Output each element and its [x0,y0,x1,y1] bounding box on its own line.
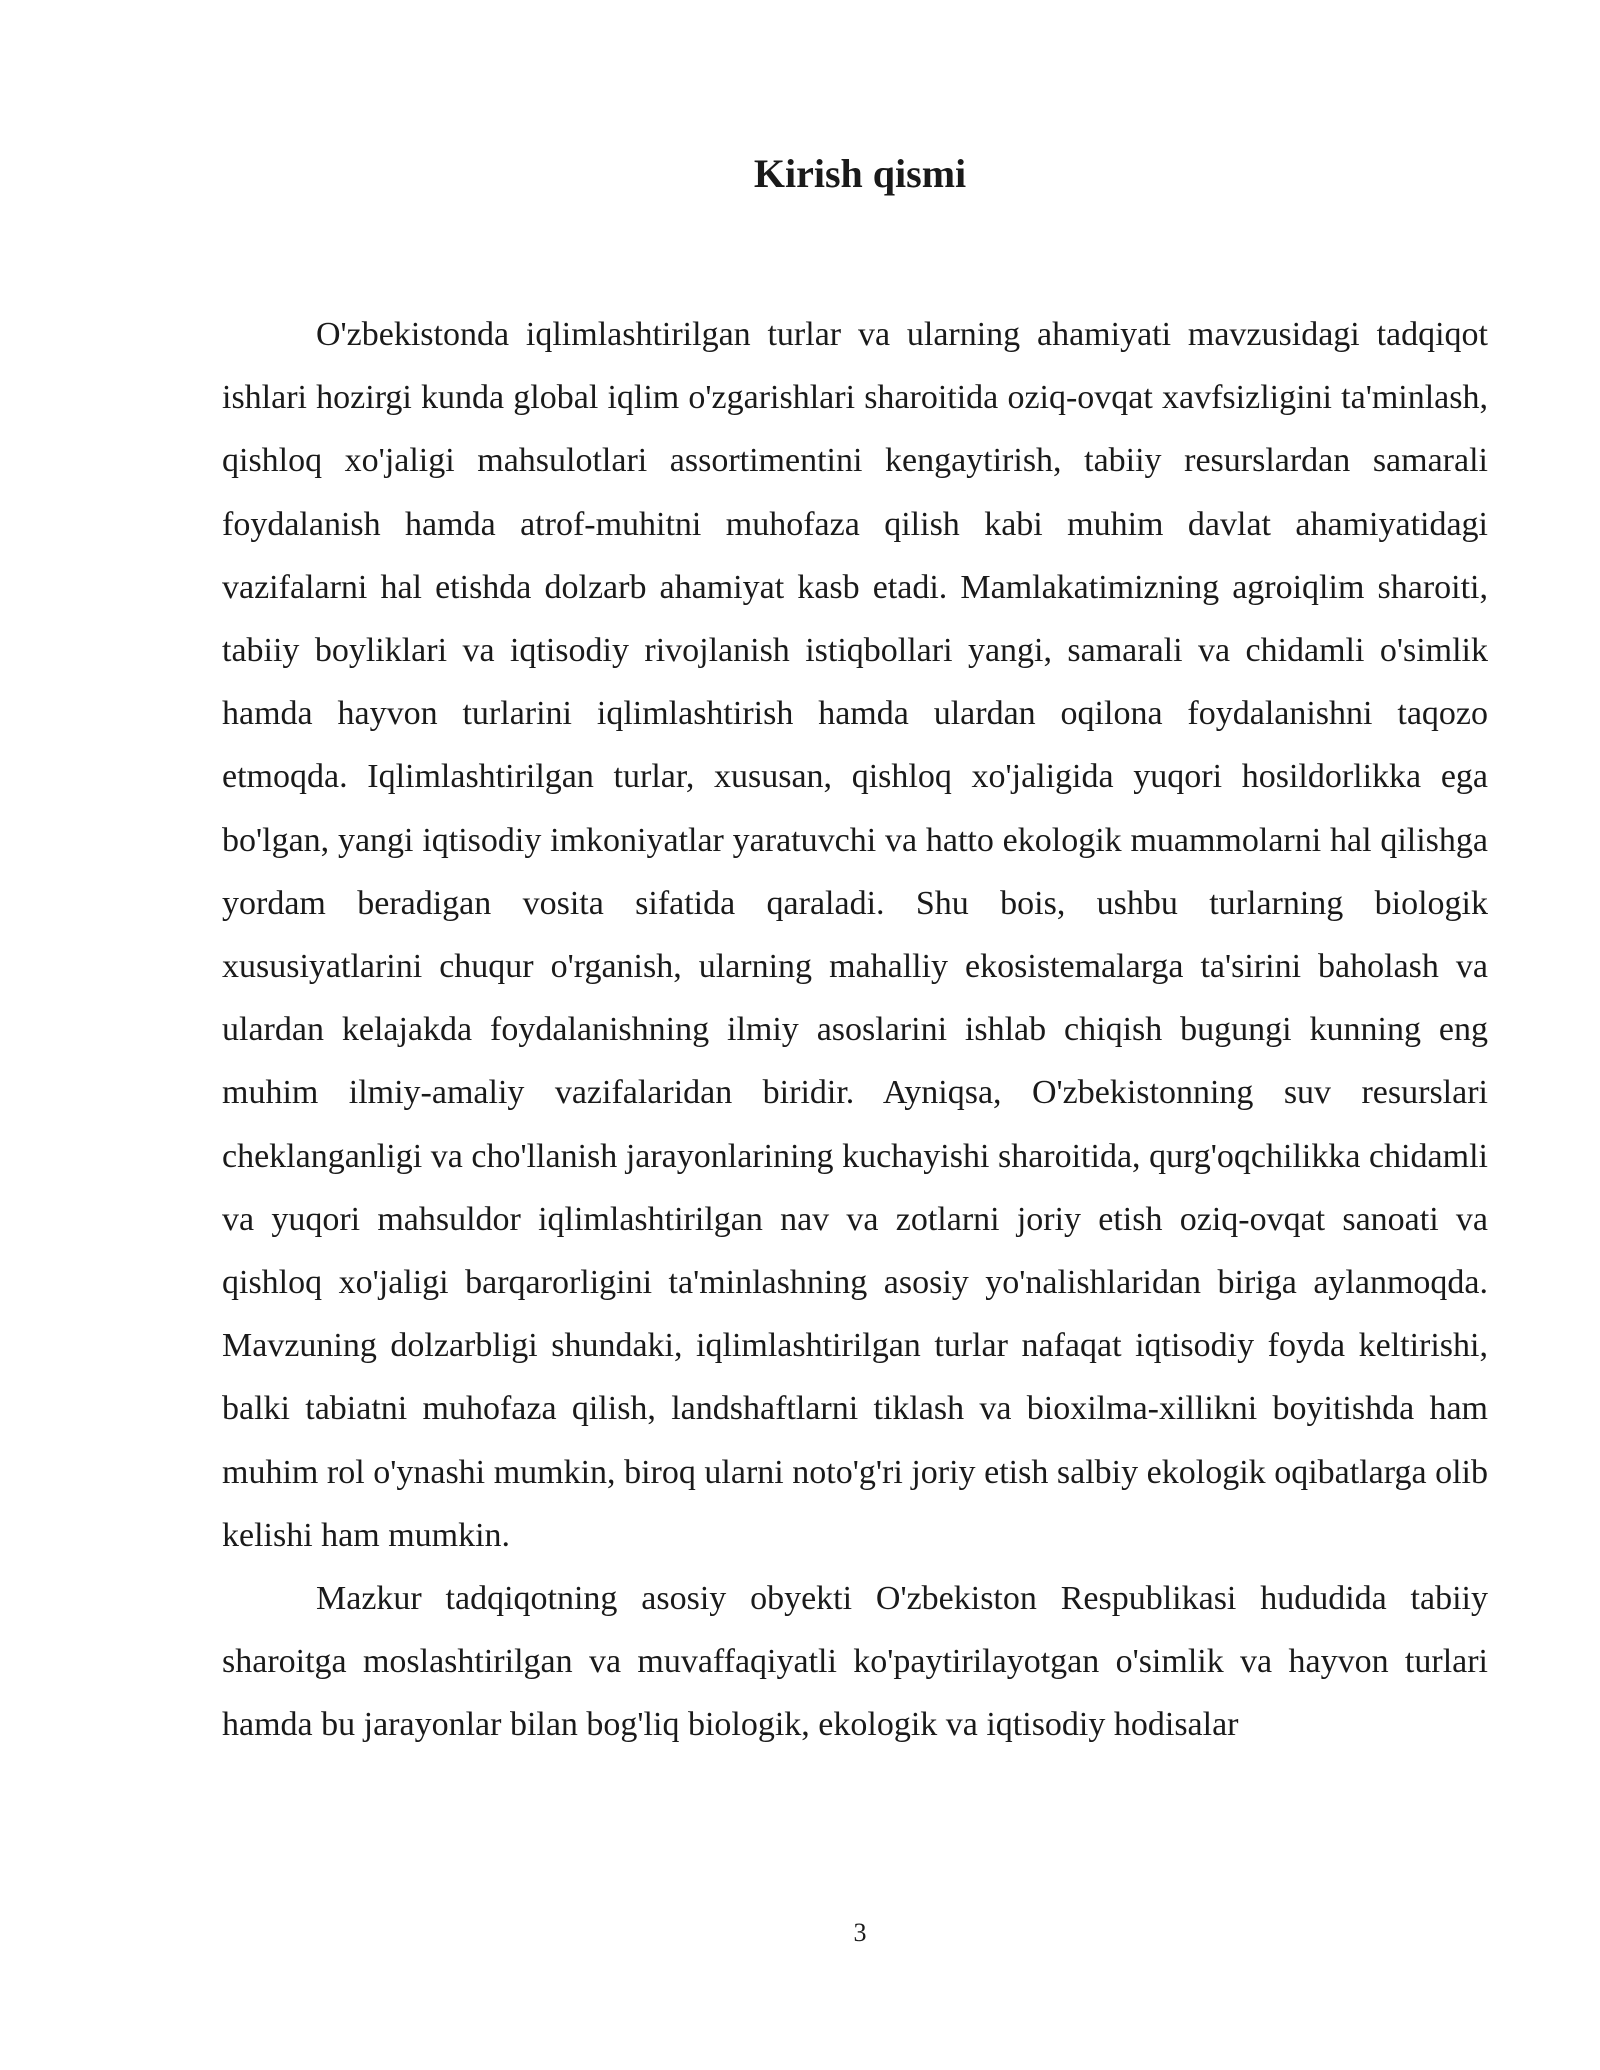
page-number: 3 [853,1918,867,1947]
body-text [222,303,1488,1757]
paragraph-1: O'zbekistonda iqlimlashtirilgan turlar va ularning ahamiyati mavzusidagi tadqiqot ishlari hozirgi kunda global iqlim o'zgarishlari sharoitida oziq-ovqat xavfsizligini ta'minlash, qishloq xo'jaligi mahsulotlari assortimentini kengaytirish, tabiiy resurslardan samarali foydalanish hamda atrof-muhitni muhofaza qilish kabi muhim davlat ahamiyatidagi vazifalarni hal etishda dolzarb ahamiyat kasb etadi. Mamlakatimizning agroiqlim sharoiti, tabiiy boyliklari va iqtisodiy rivojlanish istiqbollari yangi, samarali va chidamli o'simlik hamda hayvon turlarini iqlimlashtirish hamda ulardan oqilona foydalanishni taqozo etmoqda. Iqlimlashtirilgan turlar, xususan, qishloq xo'jaligida yuqori hosildorlikka ega bo'lgan, yangi iqtisodiy imkoniyatlar yaratuvchi va hatto ekologik muammolarni hal qilishga yordam beradigan vosita sifatida qaraladi. Shu bois, ushbu turlarning biologik xususiyatlarini chuqur o'rganish, ularning mahalliy ekosistemalarga ta'sirini baholash va ulardan kelajakda foydalanishning ilmiy asoslarini ishlab chiqish bugungi kunning eng muhim ilmiy-amaliy vazifalaridan biridir. Ayniqsa, O'zbekistonning suv resurslari cheklanganligi va cho'llanish jarayonlarining kuchayishi sharoitida, qurg'oqchilikka chidamli va yuqori mahsuldor iqlimlashtirilgan nav va zotlarni joriy etish oziq-ovqat sanoati va qishloq xo'jaligi barqarorligini ta'minlashning asosiy yo'nalishlaridan biriga aylanmoqda. Mavzuning dolzarbligi shundaki, iqlimlashtirilgan turlar nafaqat iqtisodiy foyda keltirishi, balki tabiatni muhofaza qilish, landshaftlarni tiklash va bioxilma-xillikni boyitishda ham muhim rol o'ynashi mumkin, biroq ularni noto'g'ri joriy etish salbiy ekologik oqibatlarga olib kelishi ham mumkin. [222,316,1488,1554]
paragraph-2: Mazkur tadqiqotning asosiy obyekti O'zbekiston Respublikasi hududida tabiiy sharoitga moslashtirilgan va muvaffaqiyatli ko'paytirilayotgan o'simlik va hayvon turlari hamda bu jarayonlar bilan bog'liq biologik, ekologik va iqtisodiy hodisalar [222,1580,1488,1744]
page-title: Kirish qismi [753,151,967,196]
